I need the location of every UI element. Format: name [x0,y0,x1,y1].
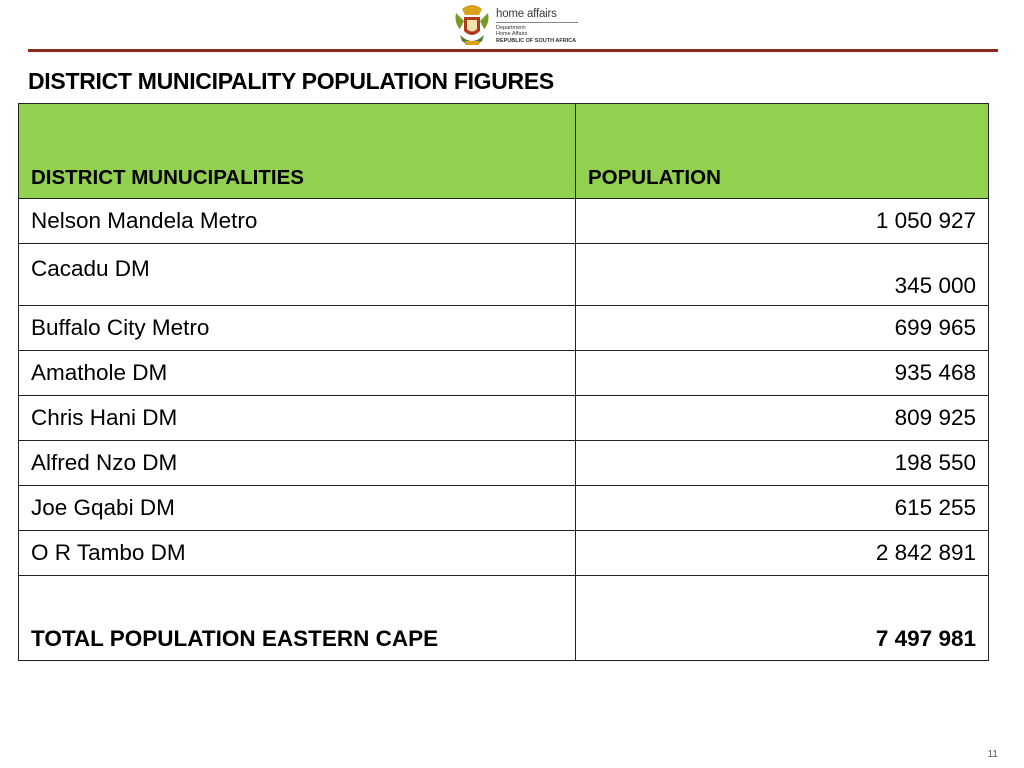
district-name: Amathole DM [19,351,576,396]
district-population: 699 965 [576,306,989,351]
column-header-districts: DISTRICT MUNUCIPALITIES [19,104,576,199]
table-row [19,396,989,441]
table-row [19,486,989,531]
page-number: 11 [987,749,998,760]
total-value: 7 497 981 [576,576,989,661]
table-row [19,244,989,306]
brand-line-country: REPUBLIC OF SOUTH AFRICA [496,37,577,44]
district-name: Buffalo City Metro [19,306,576,351]
column-header-population: POPULATION [576,104,989,199]
district-name: Nelson Mandela Metro [19,199,576,244]
brand-text [496,3,578,44]
total-row [19,576,989,661]
table-header-row [19,104,989,199]
district-name: O R Tambo DM [19,531,576,576]
table-row [19,441,989,486]
district-name: Alfred Nzo DM [19,441,576,486]
table-row [19,199,989,244]
page-title: DISTRICT MUNICIPALITY POPULATION FIGURES [28,68,554,94]
brand-line-department: Department: [496,25,527,31]
home-affairs-logo [452,3,578,49]
district-name: Cacadu DM [19,244,576,306]
table-row [19,351,989,396]
district-population: 198 550 [576,441,989,486]
district-population: 809 925 [576,396,989,441]
district-population: 935 468 [576,351,989,396]
district-name: Chris Hani DM [19,396,576,441]
district-population: 1 050 927 [576,199,989,244]
brand-line-home-affairs: Home Affairs [496,31,528,38]
district-population: 345 000 [576,244,989,306]
brand-divider [496,22,578,23]
district-name: Joe Gqabi DM [19,486,576,531]
table-row [19,306,989,351]
population-table [18,103,989,661]
header-divider [28,49,998,52]
table-row [19,531,989,576]
brand-name: home affairs [496,8,557,20]
total-label: TOTAL POPULATION EASTERN CAPE [19,576,576,661]
district-population: 2 842 891 [576,531,989,576]
district-population: 615 255 [576,486,989,531]
coat-of-arms-icon [452,3,492,49]
